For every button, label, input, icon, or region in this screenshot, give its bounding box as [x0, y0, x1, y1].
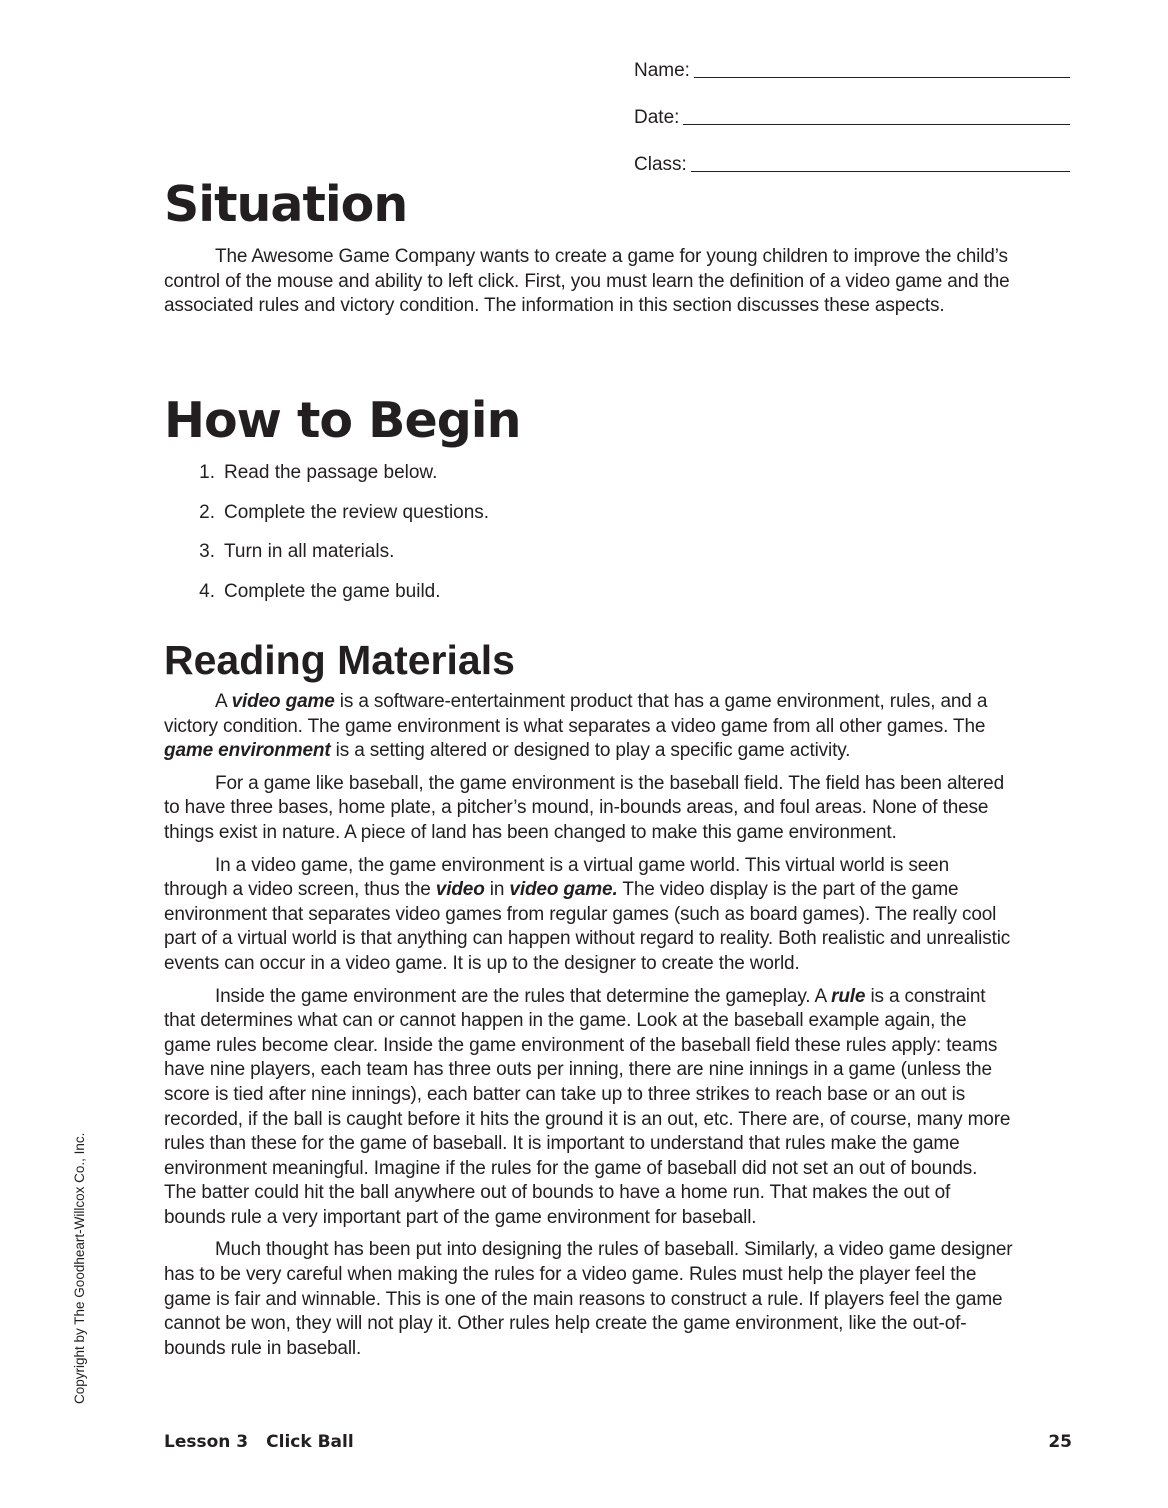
text-run: is a constraint that determines what can or cannot happen in the game. Look at the baseball example again, the game rules become clear. Inside the game environment of the baseball field these rules apply: teams have nine players, each team has three outs per inning, there are nine innings in a game (unless the score is tied after nine innings), each batter can take up to three strikes to reach base or an out is recorded, if the ball is caught before it hits the ground it is an out, etc. There are, of course, many more rules than these for the game of baseball. It is important to understand that rules make the game environment meaningful. Imagine if the rules for the game of baseball did not set an out of bounds. The batter could hit the ball anywhere out of bounds to have a home run. That makes the out of bounds rule a very important part of the game environment for baseball.: [164, 985, 1011, 1228]
text-run: The video display is the part of the game environment that separates video games from regular games (such as board games). The really cool part of a virtual world is that anything can happen without regard to reality. Both realistic and unrealistic events can occur in a video game. It is up to the designer to create the world.: [164, 879, 1011, 974]
class-field[interactable]: [634, 129, 1070, 176]
class-line[interactable]: [691, 171, 1070, 172]
reading-materials-heading: Reading Materials: [164, 637, 515, 683]
date-line[interactable]: [683, 124, 1070, 125]
lesson-title: Click Ball: [266, 1432, 354, 1452]
name-label: Name:: [634, 60, 690, 81]
text-run: A: [215, 691, 232, 712]
reading-paragraph-2: For a game like baseball, the game environment is the baseball field. The field has been altered to have three bases, home plate, a pitcher’s mound, in-bounds areas, and foul areas. None of these things exist in nature. A piece of land has been changed to make this game environment.: [164, 772, 1005, 843]
situation-heading: Situation: [164, 176, 408, 233]
text-run: in: [484, 879, 510, 901]
situation-section: [164, 245, 1014, 327]
situation-paragraph: The Awesome Game Company wants to create a game for young children to improve the child’s control of the mouse and ability to left click. First, you must learn the definition of a video game and the associated rules and victory condition. The information in this section discusses these aspects.: [164, 246, 1010, 317]
term-video-game-2: video game.: [509, 879, 618, 901]
page-number: 25: [1048, 1432, 1072, 1452]
list-item: [164, 541, 489, 581]
lesson-number: Lesson 3: [164, 1432, 249, 1452]
copyright-notice: Copyright by The Goodheart-Willcox Co., Inc.: [72, 1132, 87, 1404]
step-text: Complete the game build.: [224, 580, 441, 602]
date-label: Date:: [634, 107, 680, 128]
step-number: 4.: [199, 580, 215, 602]
text-run: is a setting altered or designed to play a specific game activity.: [330, 740, 851, 762]
text-run: is a software-entertainment product that has a game environment, rules, and a victory condition. The game environment is what separates a video game from all other games. The: [164, 691, 988, 737]
reading-paragraph-3: [164, 854, 1014, 977]
footer-lesson-title: [164, 1432, 354, 1452]
steps-list: [164, 462, 489, 620]
step-number: 2.: [199, 501, 215, 523]
term-video-game: video game: [231, 691, 335, 712]
reading-section: [164, 690, 1014, 1369]
reading-paragraph-4: [164, 985, 1014, 1231]
step-text: Turn in all materials.: [224, 541, 395, 562]
reading-paragraph-1: [164, 690, 1014, 764]
step-text: Complete the review questions.: [224, 501, 490, 523]
student-info-fields: [634, 58, 1070, 176]
name-line[interactable]: [694, 77, 1070, 78]
term-game-environment: game environment: [164, 740, 331, 762]
how-to-begin-heading: How to Begin: [164, 392, 521, 449]
class-label: Class:: [634, 154, 687, 175]
term-video: video: [435, 879, 485, 901]
step-text: Read the passage below.: [224, 462, 438, 483]
term-rule: rule: [831, 985, 866, 1007]
text-run: Inside the game environment are the rules that determine the gameplay. A: [215, 985, 832, 1007]
step-number: 1.: [199, 462, 215, 483]
list-item: [164, 502, 489, 542]
step-number: 3.: [199, 541, 215, 562]
name-field[interactable]: [634, 58, 1070, 82]
reading-paragraph-5: Much thought has been put into designing the rules of baseball. Similarly, a video game designer has to be very careful when making the rules for a video game. Rules must help the player feel the game is fair and winnable. This is one of the main reasons to construct a rule. If players feel the game cannot be won, they will not play it. Other rules help create the game environment, like the out-of-bounds rule in baseball.: [164, 1239, 1013, 1359]
list-item: [164, 581, 489, 621]
list-item: [164, 462, 489, 502]
date-field[interactable]: [634, 82, 1070, 129]
text-run: In a video game, the game environment is a virtual game world. This virtual world is seen through a video screen, thus the: [164, 854, 949, 901]
